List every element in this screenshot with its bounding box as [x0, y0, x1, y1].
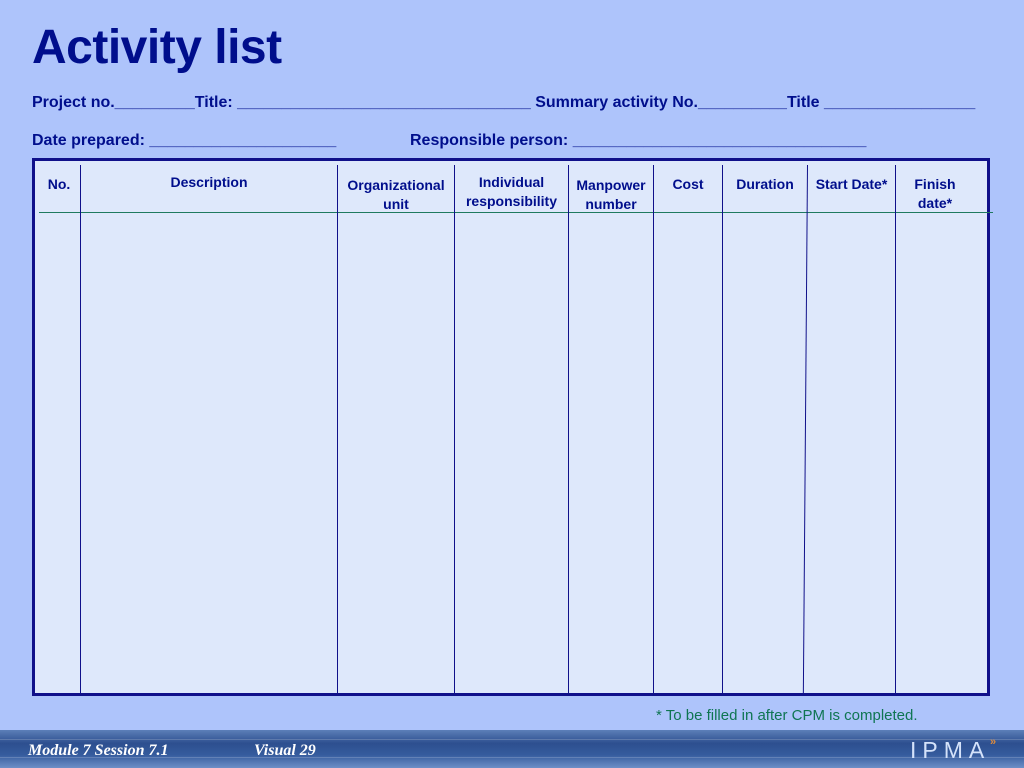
column-divider: [722, 165, 723, 695]
column-divider: [454, 165, 455, 695]
header-individual-responsibility: Individual responsibility: [465, 174, 558, 209]
header-finish-date: Finish date*: [914, 176, 956, 211]
header-manpower-number: Manpower number: [576, 177, 646, 212]
page-title: Activity list: [32, 21, 282, 74]
column-divider: [803, 165, 808, 695]
footer-visual: Visual 29: [254, 742, 316, 759]
footnote: * To be filled in after CPM is completed.: [656, 707, 918, 724]
column-divider: [653, 165, 654, 695]
header-cost: Cost: [672, 176, 704, 192]
footer-module: Module 7 Session 7.1: [28, 742, 169, 759]
logo-arrow-icon: »: [990, 736, 997, 748]
responsible-person-field: Responsible person: _________________________________: [410, 132, 867, 149]
column-divider: [895, 165, 896, 695]
column-divider: [568, 165, 569, 695]
footer-stripe: [0, 739, 1024, 740]
header-duration: Duration: [736, 176, 794, 192]
activity-table: [32, 158, 990, 696]
date-prepared-field: Date prepared: _____________________: [32, 132, 337, 149]
column-divider: [80, 165, 81, 695]
header-organizational-unit: Organizational unit: [347, 177, 445, 212]
header-no: No.: [47, 176, 71, 192]
ipma-logo: IPMA: [910, 737, 991, 763]
header-description: Description: [170, 174, 248, 190]
project-info-line: Project no._________Title: _________________________________ Summary activity No.__________Title _________________: [32, 94, 976, 111]
header-start-date: Start Date*: [815, 176, 888, 192]
header-divider: [39, 212, 993, 213]
column-divider: [337, 165, 338, 695]
